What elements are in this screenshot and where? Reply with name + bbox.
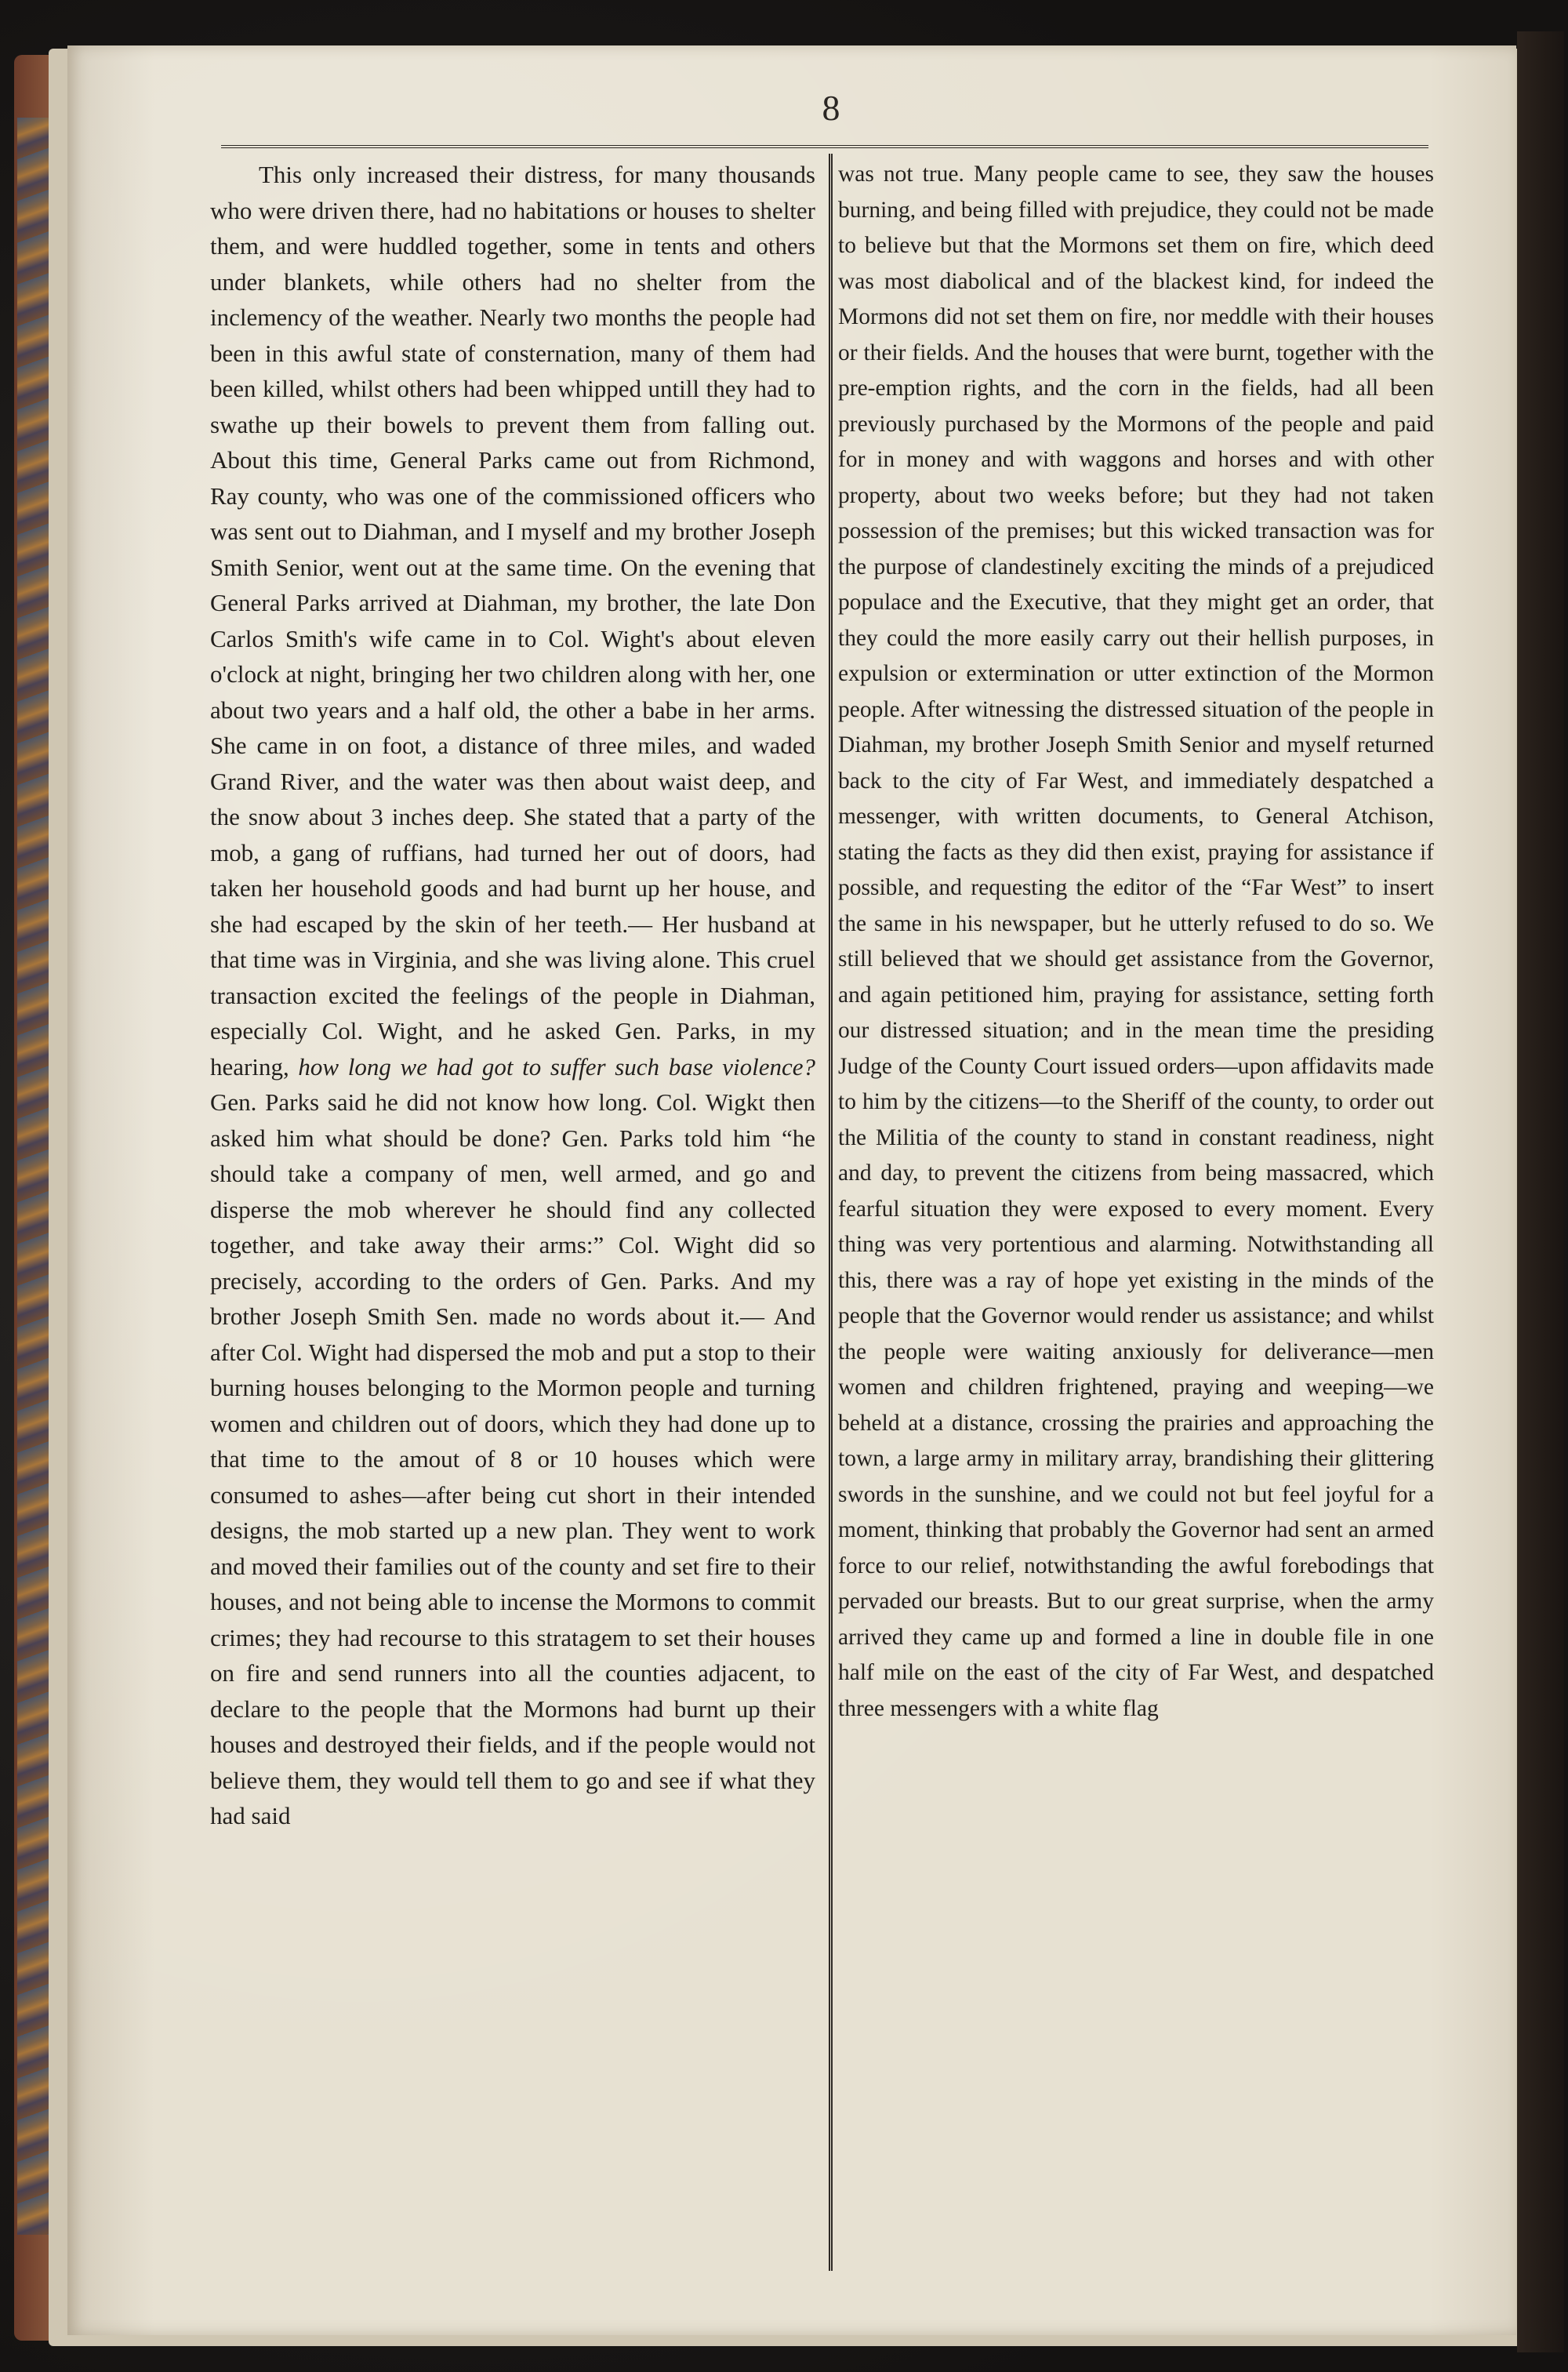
left-column bbox=[210, 157, 815, 1834]
right-book-edge bbox=[1517, 31, 1564, 2352]
right-column-paragraph: was not true. Many people came to see, they saw the houses burning, and being filled with prejudice, they could not be made to believe but that the Mormons set them on fire, which deed was most diabolical and of the blackest kind, for indeed the Mormons did not set them on fire, nor meddle with their houses or their fields. And the houses that were burnt, together with the pre-emption rights, and the corn in the fields, had all been previously purchased by the Mormons of the people and paid for in money and with waggons and horses and with other property, about two weeks before; but they had not taken possession of the premises; but this wicked transaction was for the purpose of clandestinely exciting the minds of a prejudiced populace and the Executive, that they might get an order, that they could the more easily carry out their hellish purposes, in expulsion or extermination or utter extinction of the Mormon people. After witnessing the distressed situation of the people in Diahman, my brother Joseph Smith Senior and myself returned back to the city of Far West, and immediately despatched a messenger, with written documents, to General Atchison, stating the facts as they did then exist, praying for assistance if possible, and requesting the editor of the “Far West” to insert the same in his newspaper, but he utterly refused to do so. We still believed that we should get assistance from the Governor, and again petitioned him, praying for assistance, setting forth our distressed situation; and in the mean time the presiding Judge of the County Court issued orders—upon affidavits made to him by the citizens—to the Sheriff of the county, to order out the Militia of the county to stand in constant readiness, night and day, to prevent the citizens from being massacred, which fearful situation they were exposed to every moment. Every thing was very portentious and alarming. Notwithstanding all this, there was a ray of hope yet existing in the minds of the people that the Governor would render us assistance; and whilst the people were waiting anxiously for deliverance—men women and children frightened, praying and weeping—we beheld at a distance, crossing the prairies and approaching the town, a large army in military array, brandishing their glittering swords in the sunshine, and we could not but feel joyful for a moment, thinking that probably the Governor had sent an armed force to our relief, notwithstanding the awful forebodings that pervaded our breasts. But to our great surprise, when the army arrived they came up and formed a line in double file in one half mile on the east of the city of Far West, and despatched three messengers with a white flag bbox=[838, 162, 1434, 1721]
header-rule bbox=[221, 145, 1428, 148]
page-number: 8 bbox=[822, 88, 840, 128]
right-column bbox=[838, 157, 1434, 1727]
left-text-italic: how long we had got to suffer such base violence? bbox=[298, 1052, 815, 1081]
left-column-paragraph bbox=[210, 157, 815, 1834]
left-text-part-b: Gen. Parks said he did not know how long. Col. Wigkt then asked him what should be done? Gen. Parks told him “he should take a company of men, well armed, and go and disperse the mob wherever he should find any collected together, and take away their arms:” Col. Wight did so precisely, according to the orders of Gen. Parks. And my brother Joseph Smith Sen. made no words about it.— And after Col. Wight had dispersed the mob and put a stop to their burning houses belonging to the Mormon people and turning women and children out of doors, which they had done up to that time to the amout of 8 or 10 houses which were consumed to ashes—after being cut short in their intended designs, the mob started up a new plan. They went to work and moved their families out of the county and set fire to their houses, and not being able to incense the Mormons to commit crimes; they had recourse to this stratagem to set their houses on fire and send runners into all the counties adjacent, to declare to the people that the Mormons had burnt up their houses and destroyed their fields, and if the people would not believe them, they would tell them to go and see if what they had said bbox=[210, 1088, 815, 1829]
left-text-part-a: This only increased their distress, for many thousands who were driven there, had no habitations or houses to shelter them, and were huddled together, some in tents and others under blankets, while others had no shelter from the inclemency of the weather. Nearly two months the people had been in this awful state of consternation, many of them had been killed, whilst others had been whipped untill they had to swathe up their bowels to prevent them from falling out. About this time, General Parks came out from Richmond, Ray county, who was one of the commissioned officers who was sent out to Diahman, and I myself and my brother Joseph Smith Senior, went out at the same time. On the evening that General Parks arrived at Diahman, my brother, the late Don Carlos Smith's wife came in to Col. Wight's about eleven o'clock at night, bringing her two children along with her, one about two years and a half old, the other a babe in her arms. She came in on foot, a distance of three miles, and waded Grand River, and the water was then about waist deep, and the snow about 3 inches deep. She stated that a party of the mob, a gang of ruffians, had turned her out of doors, had taken her household goods and had burnt up her house, and she had escaped by the skin of her teeth.— Her husband at that time was in Virginia, and she was living alone. This cruel transaction excited the feelings of the people in Diahman, especially Col. Wight, and he asked Gen. Parks, in my hearing, bbox=[210, 161, 815, 1081]
column-divider bbox=[829, 154, 833, 2271]
